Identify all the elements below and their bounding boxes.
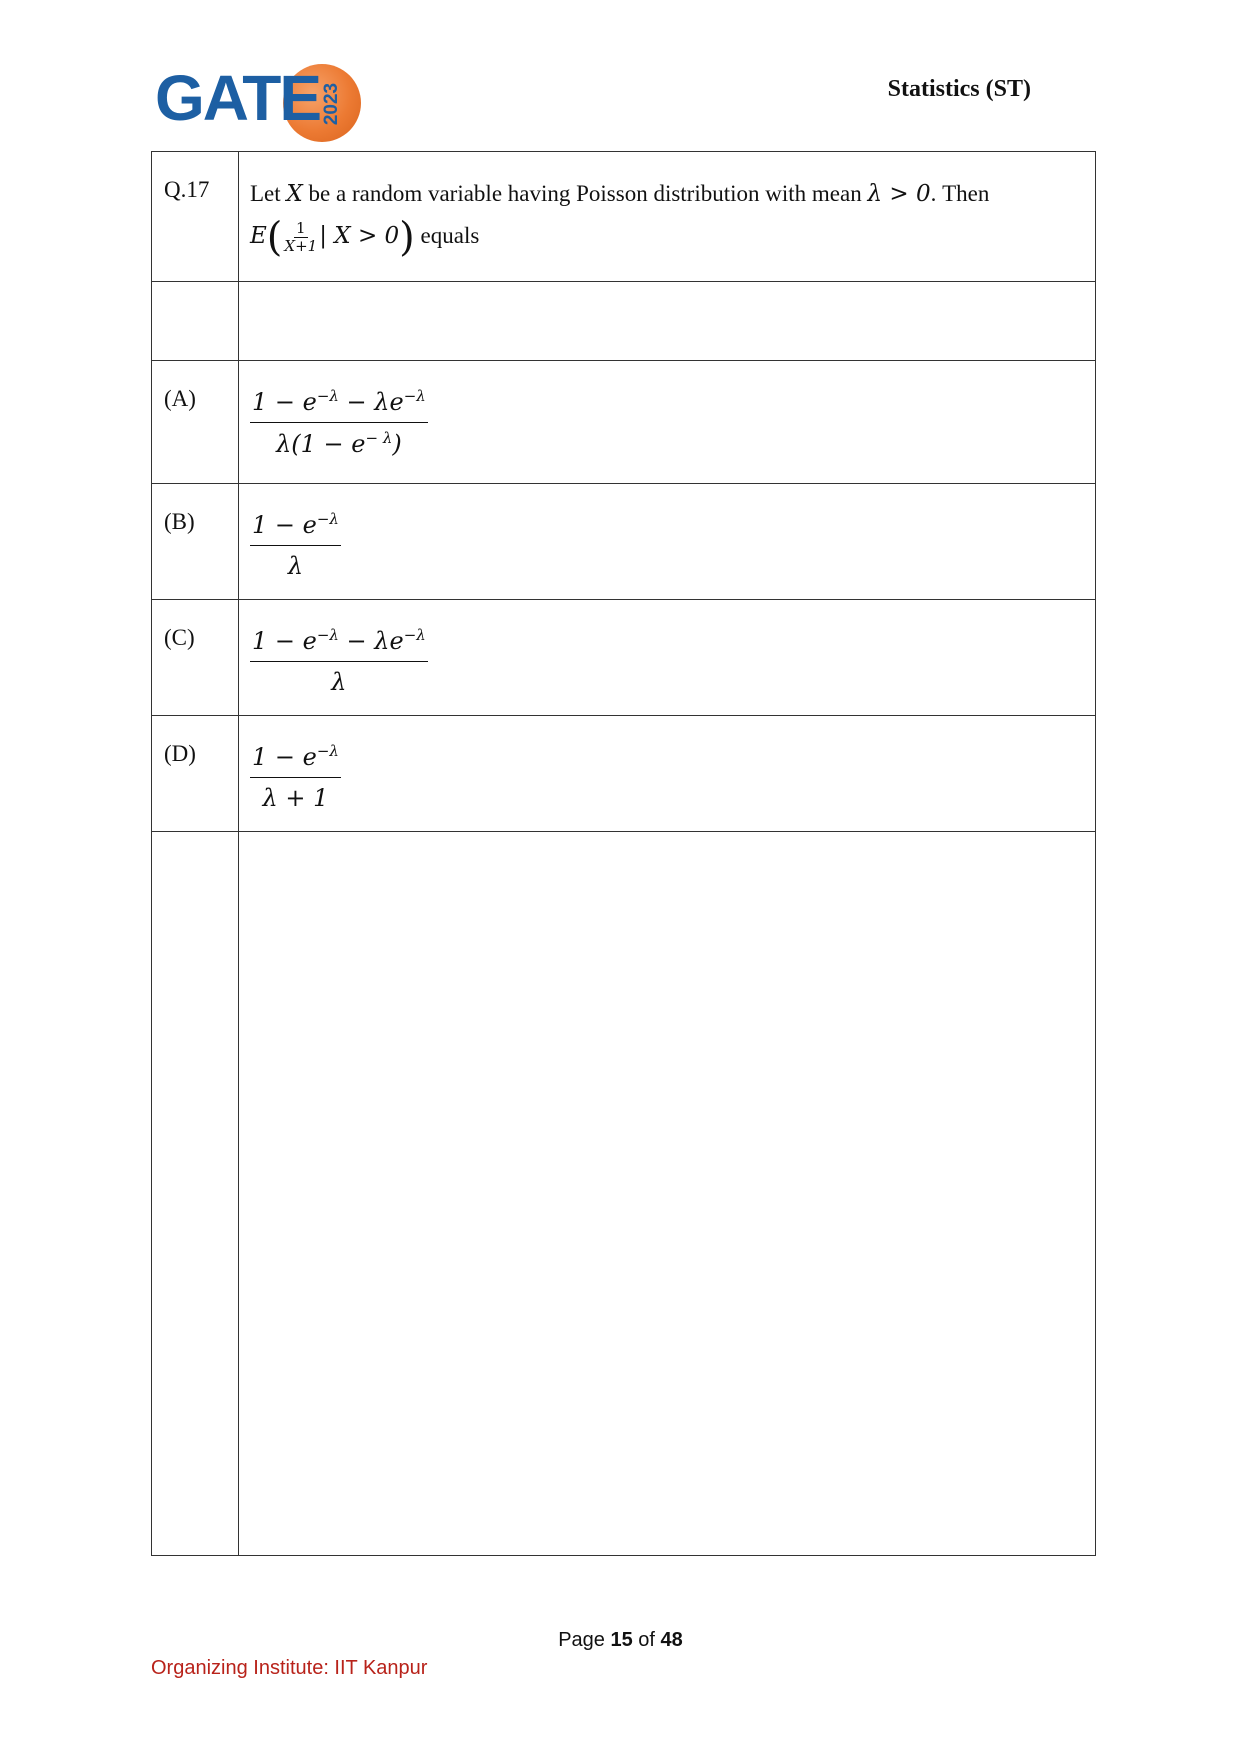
- page-number: Page 15 of 48: [558, 1629, 683, 1651]
- option-row-c: [152, 600, 1096, 716]
- option-label-b: (B): [152, 484, 239, 600]
- stem-then: . Then: [930, 181, 990, 206]
- logo-year: 2023: [321, 82, 342, 126]
- option-a-fraction: $\frac{1 - e^{-\lambda} - \lambda e^{-\lambda}}{\lambda(1 - e^{- \lambda})}$: [252, 387, 426, 458]
- stem-variable: X: [286, 181, 303, 207]
- option-b: [239, 484, 1096, 600]
- question-number: Q.17: [152, 152, 239, 282]
- question-stem: Let X be a random variable having Poisson distribution with mean λ > 0. Then E( $\frac{1}{X+1}$ | X > 0) equals: [239, 152, 1096, 282]
- expectation-denominator: X+1: [284, 237, 318, 256]
- expectation-symbol: E: [250, 223, 267, 249]
- option-row-d: [152, 716, 1096, 832]
- expectation-fraction: [284, 220, 317, 255]
- paper-title: Statistics (ST): [887, 76, 1031, 102]
- option-c: [239, 600, 1096, 716]
- question-row: [152, 152, 1096, 282]
- expectation-numerator: 1: [296, 219, 306, 238]
- option-label-a: (A): [152, 361, 239, 484]
- expectation-condition: | X > 0: [319, 223, 400, 249]
- option-label-c: (C): [152, 600, 239, 716]
- option-label-d: (D): [152, 716, 239, 832]
- stem-text: be a random variable having Poisson distribution with mean: [308, 181, 862, 206]
- option-a: [239, 361, 1096, 484]
- option-c-fraction: $\frac{1 - e^{-\lambda} - \lambda e^{-\lambda}}{\lambda}$: [252, 626, 426, 696]
- option-d-fraction: $\frac{1 - e^{-\lambda}}{\lambda + 1}$: [252, 742, 339, 812]
- blank-row: [152, 282, 1096, 361]
- question-table: [151, 151, 1096, 1556]
- option-row-a: [152, 361, 1096, 484]
- option-row-b: [152, 484, 1096, 600]
- gate-2023-logo: [155, 60, 370, 142]
- stem-condition: λ > 0: [867, 181, 931, 207]
- option-b-fraction: $\frac{1 - e^{-\lambda}}{\lambda}$: [252, 510, 339, 580]
- stem-prefix: Let: [250, 181, 281, 206]
- logo-text: GATE: [155, 62, 321, 134]
- option-d: [239, 716, 1096, 832]
- organizing-institute: Organizing Institute: IIT Kanpur: [151, 1657, 428, 1679]
- stem-suffix: equals: [420, 223, 480, 248]
- answer-space-row: [152, 832, 1096, 1556]
